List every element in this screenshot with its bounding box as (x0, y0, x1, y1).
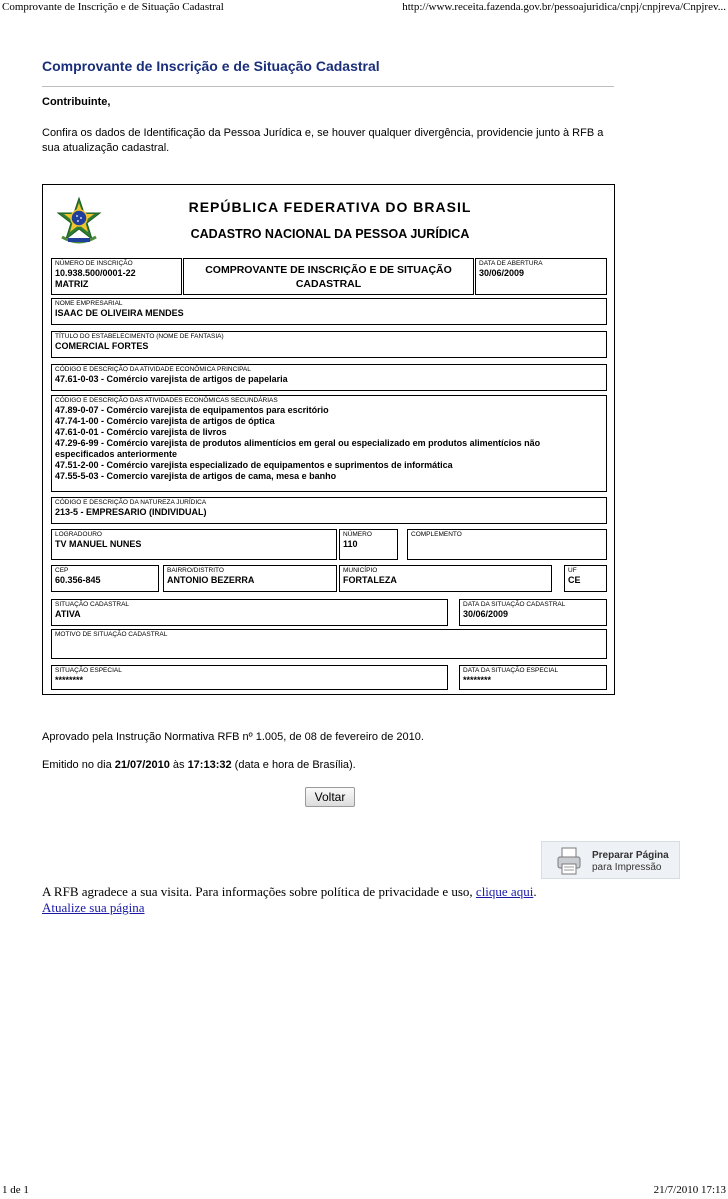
print-page-button[interactable] (541, 841, 680, 879)
municipio-label: MUNICÍPIO (343, 567, 378, 574)
atividade-secundaria-item: 47.74-1-00 - Comércio varejista de artigos de óptica (55, 416, 275, 426)
numero-inscricao-box (51, 258, 182, 295)
titulo-estabelecimento-box (51, 331, 607, 358)
numero-box (339, 529, 398, 560)
uf-label: UF (568, 567, 577, 574)
data-abertura-value: 30/06/2009 (479, 268, 525, 278)
titulo-estabelecimento-value: COMERCIAL FORTES (55, 341, 149, 351)
natureza-juridica-box (51, 497, 607, 524)
uf-box (564, 565, 607, 592)
privacy-link[interactable]: clique aqui (475, 884, 534, 899)
emitido-time: 17:13:32 (187, 759, 232, 771)
cep-label: CEP (55, 567, 69, 574)
motivo-situacao-box (51, 629, 607, 659)
situacao-especial-box (51, 665, 448, 690)
data-situacao-box (459, 599, 607, 626)
print-header-url: http://www.receita.fazenda.gov.br/pessoajuridica/cnpj/cnpjreva/Cnpjrev... (402, 1, 726, 13)
titulo-estabelecimento-label: TÍTULO DO ESTABELECIMENTO (NOME DE FANTASIA) (55, 333, 224, 340)
uf-value: CE (568, 575, 581, 585)
municipio-value: FORTALEZA (343, 575, 397, 585)
emitido-prefix: Emitido no dia (42, 759, 115, 771)
greeting: Contribuinte, (42, 96, 111, 108)
data-situacao-value: 30/06/2009 (463, 609, 509, 619)
print-footer-page: 1 de 1 (2, 1184, 29, 1196)
refresh-page-link[interactable]: Atualize sua página (42, 900, 145, 915)
numero-inscricao-value: 10.938.500/0001-22 (55, 268, 136, 278)
numero-inscricao-label: NÚMERO DE INSCRIÇÃO (55, 260, 133, 267)
situacao-cadastral-box (51, 599, 448, 626)
emitido-suffix: (data e hora de Brasília). (231, 759, 356, 771)
logradouro-value: TV MANUEL NUNES (55, 539, 142, 549)
numero-inscricao-matriz: MATRIZ (55, 279, 89, 289)
atividades-secundarias-label: CÓDIGO E DESCRIÇÃO DAS ATIVIDADES ECONÔMICAS SECUNDÁRIAS (55, 397, 278, 404)
atividade-secundaria-item: 47.29-6-99 - Comércio varejista de produtos alimentícios em geral ou especializado em produtos alimentícios não especificados anteriormente (55, 438, 541, 459)
comprovante-box (183, 258, 474, 295)
emitido-text (42, 759, 356, 771)
atividade-principal-box (51, 364, 607, 391)
aprovado-text: Aprovado pela Instrução Normativa RFB nº 1.005, de 08 de fevereiro de 2010. (42, 731, 424, 743)
print-footer (0, 1184, 728, 1198)
voltar-button[interactable]: Voltar (305, 787, 355, 807)
complemento-label: COMPLEMENTO (411, 531, 462, 538)
numero-value: 110 (343, 539, 358, 549)
nome-empresarial-box (51, 298, 607, 325)
thanks-end: . (533, 884, 537, 899)
atividade-secundaria-item: 47.55-5-03 - Comercio varejista de artigos de cama, mesa e banho (55, 471, 337, 481)
comprovante-title: COMPROVANTE DE INSCRIÇÃO E DE SITUAÇÃO CADASTRAL (205, 263, 452, 290)
data-situacao-especial-box (459, 665, 607, 690)
natureza-juridica-value: 213-5 - EMPRESARIO (INDIVIDUAL) (55, 507, 207, 517)
page-title: Comprovante de Inscrição e de Situação Cadastral (42, 58, 380, 74)
atividades-secundarias-box (51, 395, 607, 492)
atividade-principal-value: 47.61-0-03 - Comércio varejista de artigos de papelaria (55, 374, 288, 384)
natureza-juridica-label: CÓDIGO E DESCRIÇÃO DA NATUREZA JURÍDICA (55, 499, 207, 506)
print-button-line2: para Impressão (592, 862, 662, 873)
emitido-mid: às (169, 759, 188, 771)
printer-icon (556, 847, 582, 880)
brazil-coat-of-arms-icon (56, 197, 102, 247)
municipio-box (339, 565, 552, 592)
cep-box (51, 565, 159, 592)
title-divider (42, 86, 614, 87)
atividade-secundaria-item: 47.61-0-01 - Comércio varejista de livros (55, 427, 227, 437)
situacao-cadastral-label: SITUAÇÃO CADASTRAL (55, 601, 130, 608)
print-header-title: Comprovante de Inscrição e de Situação Cadastral (2, 1, 224, 13)
atividade-secundaria-item: 47.51-2-00 - Comércio varejista especializado de equipamentos e suprimentos de informática (55, 460, 453, 470)
complemento-box (407, 529, 607, 560)
situacao-cadastral-value: ATIVA (55, 609, 81, 619)
thanks-text (42, 884, 537, 900)
bairro-label: BAIRRO/DISTRITO (167, 567, 224, 574)
numero-label: NÚMERO (343, 531, 372, 538)
cep-value: 60.356-845 (55, 575, 101, 585)
certificate-header-republic: REPÚBLICA FEDERATIVA DO BRASIL (188, 199, 472, 215)
data-situacao-especial-value: ******** (463, 675, 492, 685)
intro-text: Confira os dados de Identificação da Pessoa Jurídica e, se houver qualquer divergência, providencie junto à RFB a sua atualização cadastral. (42, 127, 604, 154)
situacao-especial-label: SITUAÇÃO ESPECIAL (55, 667, 122, 674)
data-situacao-especial-label: DATA DA SITUAÇÃO ESPECIAL (463, 667, 559, 674)
atividade-secundaria-item: 47.89-0-07 - Comércio varejista de equipamentos para escritório (55, 405, 329, 415)
emitido-date: 21/07/2010 (114, 759, 170, 771)
situacao-especial-value: ******** (55, 675, 84, 685)
nome-empresarial-label: NOME EMPRESARIAL (55, 300, 123, 307)
data-abertura-box (475, 258, 607, 295)
nome-empresarial-value: ISAAC DE OLIVEIRA MENDES (55, 308, 184, 318)
data-situacao-label: DATA DA SITUAÇÃO CADASTRAL (463, 601, 566, 608)
motivo-situacao-label: MOTIVO DE SITUAÇÃO CADASTRAL (55, 631, 168, 638)
logradouro-box (51, 529, 337, 560)
certificate-header-cnpj: CADASTRO NACIONAL DA PESSOA JURÍDICA (190, 227, 470, 241)
atividade-principal-label: CÓDIGO E DESCRIÇÃO DA ATIVIDADE ECONÔMICA PRINCIPAL (55, 366, 251, 373)
print-button-line1: Preparar Página (592, 850, 669, 861)
logradouro-label: LOGRADOURO (55, 531, 102, 538)
bairro-value: ANTONIO BEZERRA (167, 575, 255, 585)
data-abertura-label: DATA DE ABERTURA (479, 260, 543, 267)
print-footer-datetime: 21/7/2010 17:13 (653, 1184, 726, 1196)
print-header (0, 0, 728, 14)
bairro-box (163, 565, 337, 592)
thanks-message: A RFB agradece a sua visita. Para informações sobre política de privacidade e uso, (42, 884, 476, 899)
